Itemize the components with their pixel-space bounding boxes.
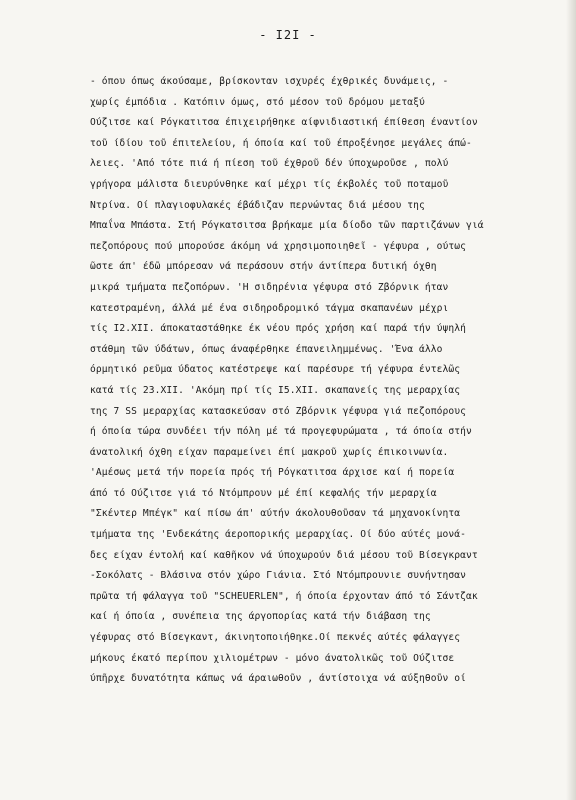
- text-line: "Σκέντερ Μπέγκ" καί πίσω άπ' αύτήν άκολουθοῦσαν τά μηχανοκίνητα: [90, 508, 461, 520]
- text-line: - όπου όπως άκούσαμε, βρίσκονταν ισχυρές έχθρικές δυνάμεις, -: [90, 76, 449, 87]
- text-line: άνατολική όχθη είχαν παραμείνει έπί μακροῦ χωρίς έπικοινωνία.: [90, 446, 449, 458]
- text-line: 'Αμέσως μετά τήν πορεία πρός τή Ρόγκατιτσα άρχισε καί ή πορεία: [90, 467, 455, 479]
- text-line: της 7 SS μεραρχίας κατασκεύσαν στό Ζβόρνικ γέφυρα γιά πεζοπόρους: [90, 405, 467, 417]
- text-line: τμήματα της 'Ενδεκάτης άεροπορικής μεραρχίας. Οί δύο αύτές μονά-: [90, 529, 467, 541]
- text-line: Μπαΐνα Μπάστα. Στή Ρόγκατσιτσα βρήκαμε μία δίοδο τῶν παρτιζάνων γιά: [90, 220, 484, 232]
- text-line: Ούζιτσε καί Ρόγκατιτσα έπιχειρήθηκε αίφνιδιαστική έπίθεση έναντίον: [90, 117, 478, 129]
- text-line: στάθμη τῶν ύδάτων, όπως άναφέρθηκε έπανειλημμένως. 'Ένα άλλο: [90, 343, 443, 355]
- text-line: ύπῆρχε δυνατότητα κάπως νά άραιωθοῦν , άντίστοιχα νά αύξηθοῦν οί: [90, 673, 467, 685]
- text-line: τοῦ ίδίου τοῦ έπιτελείου, ή όποία καί τοῦ έπροξένησε μεγάλες άπώ-: [90, 137, 472, 149]
- text-line: άπό τό Ούζιτσε γιά τό Ντόμπρουν μέ έπί κεφαλής τήν μεραρχία: [90, 487, 437, 499]
- text-line: γρήγορα μάλιστα διευρύνθηκε καί μέχρι τίς έκβολές τοῦ ποταμοῦ: [90, 178, 449, 190]
- text-line: χωρίς έμπόδια . Κατόπιν όμως, στό μέσον τοῦ δρόμου μεταξύ: [90, 96, 425, 108]
- text-line: μήκους έκατό περίπου χιλιομέτρων - μόνο άνατολικῶς τοῦ Ούζιτσε: [90, 652, 455, 664]
- text-line: πρῶτα τή φάλαγγα τοῦ "SCHEUERLEN", ή όποία έρχονταν άπό τό Σάντζακ: [90, 590, 478, 602]
- text-line: κατεστραμένη, άλλά μέ ένα σιδηροδρομικό τάγμα σκαπανέων μέχρι: [90, 302, 449, 314]
- text-line: πεζοπόρους πού μπορούσε άκόμη νά χρησιμοποιηθεῖ - γέφυρα , ούτως: [90, 240, 467, 252]
- text-line: όρμητικό ρεῦμα ύδατος κατέστρεψε καί παρέσυρε τή γέφυρα έντελῶς: [90, 364, 461, 376]
- page-edge-shadow: [566, 0, 576, 800]
- page-number: - I2I -: [259, 28, 317, 42]
- text-line: καί ή όποία , συνέπεια της άργοπορίας κατά τήν διάβαση της: [90, 611, 431, 623]
- text-line: Ντρίνα. Οί πλαγιοφυλακές έβάδιζαν περνώντας διά μέσου της: [90, 199, 425, 211]
- text-line: λειες. 'Από τότε πιά ή πίεση τοῦ έχθροῦ δέν ύποχωροῦσε , πολύ: [90, 158, 449, 170]
- text-line: -Σοκόλατς - Βλάσινα στόν χώρο Γιάνια. Στό Ντόμπρουνιε συνήντησαν: [90, 570, 467, 582]
- text-line: ῶστε άπ' έδῶ μπόρεσαν νά περάσουν στήν άντίπερα δυτική όχθη: [90, 261, 437, 273]
- text-line: γέφυρας στό Βίσεγκαντ, άκινητοποιήθηκε.Οί πεκνές αύτές φάλαγγες: [90, 632, 461, 644]
- text-line: κατά τίς 23.XII. 'Ακόμη πρί τίς I5.XII. σκαπανείς της μεραρχίας: [90, 384, 461, 396]
- text-line: τίς I2.XII. άποκαταστάθηκε έκ νέου πρός χρήση καί παρά τήν ύψηλή: [90, 323, 467, 335]
- text-line: μικρά τμήματα πεζοπόρων. 'Η σιδηρένια γέφυρα στό Ζβόρνικ ήταν: [90, 281, 449, 293]
- body-text: [90, 72, 560, 690]
- text-line: ή όποία τώρα συνδέει τήν πόλη μέ τά προγεφυρώματα , τά όποία στήν: [90, 426, 472, 438]
- text-line: δες είχαν έντολή καί καθῆκον νά ύποχωρούν διά μέσου τοῦ Βίσεγκραντ: [90, 549, 478, 561]
